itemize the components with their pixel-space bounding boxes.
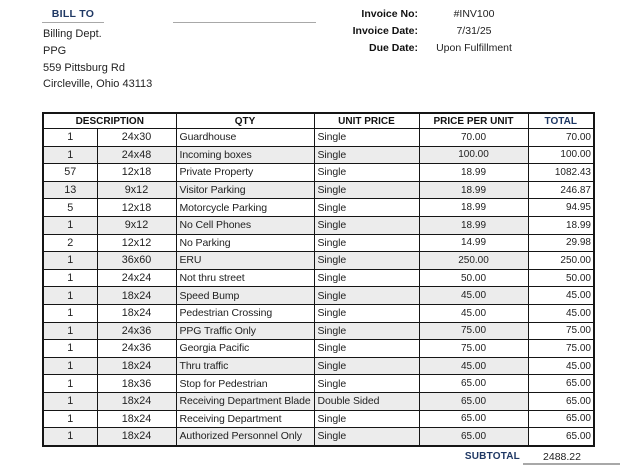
bill-to-underline xyxy=(42,22,104,23)
unit-type-cell: Single xyxy=(314,252,419,270)
bill-to-line-department: Billing Dept. xyxy=(43,28,102,40)
line-total-cell: 65.00 xyxy=(528,410,594,428)
subtotal-value: 2488.22 xyxy=(543,451,581,463)
size-cell: 18x24 xyxy=(97,410,176,428)
size-cell: 12x18 xyxy=(97,164,176,182)
size-cell: 18x24 xyxy=(97,304,176,322)
line-total-cell: 75.00 xyxy=(528,340,594,358)
table-row xyxy=(43,129,594,147)
line-total-cell: 65.00 xyxy=(528,392,594,410)
line-items-table xyxy=(42,112,595,447)
quantity-cell: 1 xyxy=(43,252,97,270)
unit-type-cell: Single xyxy=(314,164,419,182)
table-row xyxy=(43,322,594,340)
item-name-cell: Not thru street xyxy=(176,269,314,287)
item-name-cell: Authorized Personnel Only xyxy=(176,428,314,446)
table-row xyxy=(43,340,594,358)
table-row xyxy=(43,428,594,446)
size-cell: 18x36 xyxy=(97,375,176,393)
line-total-cell: 45.00 xyxy=(528,357,594,375)
table-row xyxy=(43,234,594,252)
unit-type-cell: Single xyxy=(314,357,419,375)
quantity-cell: 13 xyxy=(43,181,97,199)
quantity-cell: 1 xyxy=(43,410,97,428)
size-cell: 12x18 xyxy=(97,199,176,217)
table-row xyxy=(43,146,594,164)
table-row xyxy=(43,181,594,199)
invoice-meta-row xyxy=(300,40,530,57)
line-total-cell: 94.95 xyxy=(528,199,594,217)
price-per-unit-cell: 70.00 xyxy=(419,129,528,147)
item-name-cell: Thru traffic xyxy=(176,357,314,375)
table-row xyxy=(43,392,594,410)
item-name-cell: ERU xyxy=(176,252,314,270)
line-total-cell: 250.00 xyxy=(528,252,594,270)
price-per-unit-cell: 75.00 xyxy=(419,340,528,358)
invoice-meta-row xyxy=(300,5,530,22)
col-header-total: TOTAL xyxy=(528,113,594,129)
size-cell: 24x36 xyxy=(97,322,176,340)
table-row xyxy=(43,410,594,428)
table-header-row xyxy=(43,113,594,129)
quantity-cell: 1 xyxy=(43,216,97,234)
table-row xyxy=(43,216,594,234)
invoice-meta-row xyxy=(300,22,530,39)
size-cell: 18x24 xyxy=(97,287,176,305)
unit-type-cell: Single xyxy=(314,146,419,164)
table-row xyxy=(43,164,594,182)
size-cell: 18x24 xyxy=(97,357,176,375)
price-per-unit-cell: 250.00 xyxy=(419,252,528,270)
size-cell: 18x24 xyxy=(97,428,176,446)
unit-type-cell: Single xyxy=(314,129,419,147)
unit-type-cell: Single xyxy=(314,410,419,428)
invoice-meta-value: 7/31/25 xyxy=(456,24,492,37)
bill-to-address xyxy=(43,26,152,93)
table-row xyxy=(43,357,594,375)
price-per-unit-cell: 45.00 xyxy=(419,304,528,322)
item-name-cell: Speed Bump xyxy=(176,287,314,305)
invoice-meta-label: Due Date: xyxy=(368,42,418,55)
item-name-cell: PPG Traffic Only xyxy=(176,322,314,340)
line-total-cell: 65.00 xyxy=(528,428,594,446)
unit-type-cell: Single xyxy=(314,375,419,393)
size-cell: 12x12 xyxy=(97,234,176,252)
item-name-cell: Private Property xyxy=(176,164,314,182)
price-per-unit-cell: 65.00 xyxy=(419,375,528,393)
quantity-cell: 1 xyxy=(43,287,97,305)
quantity-cell: 57 xyxy=(43,164,97,182)
col-header-price-per-unit: PRICE PER UNIT xyxy=(419,113,528,129)
quantity-cell: 1 xyxy=(43,428,97,446)
table-row xyxy=(43,287,594,305)
price-per-unit-cell: 65.00 xyxy=(419,392,528,410)
unit-type-cell: Single xyxy=(314,287,419,305)
bill-to-line-city: Circleville, Ohio 43113 xyxy=(43,78,153,91)
quantity-cell: 1 xyxy=(43,357,97,375)
invoice-meta-value: #INV100 xyxy=(453,7,495,20)
quantity-cell: 1 xyxy=(43,392,97,410)
price-per-unit-cell: 18.99 xyxy=(419,199,528,217)
line-total-cell: 29.98 xyxy=(528,234,594,252)
item-name-cell: Guardhouse xyxy=(176,129,314,147)
table-row xyxy=(43,199,594,217)
size-cell: 36x60 xyxy=(97,252,176,270)
unit-type-cell: Single xyxy=(314,428,419,446)
line-total-cell: 75.00 xyxy=(528,322,594,340)
line-total-cell: 246.87 xyxy=(528,181,594,199)
price-per-unit-cell: 65.00 xyxy=(419,428,528,446)
unit-type-cell: Single xyxy=(314,199,419,217)
price-per-unit-cell: 14.99 xyxy=(419,234,528,252)
unit-type-cell: Single xyxy=(314,181,419,199)
price-per-unit-cell: 50.00 xyxy=(419,269,528,287)
price-per-unit-cell: 18.99 xyxy=(419,164,528,182)
subtotal-label: SUBTOTAL xyxy=(464,451,520,462)
size-cell: 24x30 xyxy=(97,129,176,147)
unit-type-cell: Single xyxy=(314,269,419,287)
unit-type-cell: Single xyxy=(314,304,419,322)
item-name-cell: Stop for Pedestrian xyxy=(176,375,314,393)
line-total-cell: 45.00 xyxy=(528,287,594,305)
col-header-qty: QTY xyxy=(176,113,314,129)
table-row xyxy=(43,375,594,393)
quantity-cell: 1 xyxy=(43,340,97,358)
quantity-cell: 1 xyxy=(43,269,97,287)
subtotal-underline xyxy=(523,463,620,465)
price-per-unit-cell: 45.00 xyxy=(419,357,528,375)
table-row xyxy=(43,269,594,287)
size-cell: 24x36 xyxy=(97,340,176,358)
item-name-cell: Motorcycle Parking xyxy=(176,199,314,217)
col-header-description: DESCRIPTION xyxy=(43,113,176,129)
item-name-cell: No Cell Phones xyxy=(176,216,314,234)
unit-type-cell: Single xyxy=(314,216,419,234)
invoice-meta xyxy=(300,5,530,57)
invoice-meta-label: Invoice No: xyxy=(361,7,418,20)
bill-to-line-street: 559 Pittsburg Rd xyxy=(43,61,125,74)
line-total-cell: 100.00 xyxy=(528,146,594,164)
item-name-cell: Georgia Pacific xyxy=(176,340,314,358)
size-cell: 9x12 xyxy=(97,216,176,234)
invoice-meta-label: Invoice Date: xyxy=(352,24,418,37)
line-total-cell: 18.99 xyxy=(528,216,594,234)
item-name-cell: Receiving Department Blade xyxy=(176,392,314,410)
empty-column-underline xyxy=(173,22,316,23)
size-cell: 18x24 xyxy=(97,392,176,410)
unit-type-cell: Single xyxy=(314,234,419,252)
size-cell: 24x48 xyxy=(97,146,176,164)
quantity-cell: 2 xyxy=(43,234,97,252)
size-cell: 9x12 xyxy=(97,181,176,199)
item-name-cell: Visitor Parking xyxy=(176,181,314,199)
line-total-cell: 45.00 xyxy=(528,304,594,322)
price-per-unit-cell: 75.00 xyxy=(419,322,528,340)
price-per-unit-cell: 65.00 xyxy=(419,410,528,428)
price-per-unit-cell: 100.00 xyxy=(419,146,528,164)
quantity-cell: 1 xyxy=(43,322,97,340)
quantity-cell: 1 xyxy=(43,146,97,164)
unit-type-cell: Double Sided xyxy=(314,392,419,410)
quantity-cell: 5 xyxy=(43,199,97,217)
bill-to-heading: BILL TO xyxy=(51,8,95,20)
line-total-cell: 1082.43 xyxy=(528,164,594,182)
item-name-cell: No Parking xyxy=(176,234,314,252)
price-per-unit-cell: 18.99 xyxy=(419,216,528,234)
item-name-cell: Incoming boxes xyxy=(176,146,314,164)
unit-type-cell: Single xyxy=(314,340,419,358)
table-row xyxy=(43,252,594,270)
line-total-cell: 70.00 xyxy=(528,129,594,147)
line-total-cell: 50.00 xyxy=(528,269,594,287)
size-cell: 24x24 xyxy=(97,269,176,287)
item-name-cell: Pedestrian Crossing xyxy=(176,304,314,322)
table-row xyxy=(43,304,594,322)
price-per-unit-cell: 45.00 xyxy=(419,287,528,305)
item-name-cell: Receiving Department xyxy=(176,410,314,428)
quantity-cell: 1 xyxy=(43,304,97,322)
invoice-meta-value: Upon Fulfillment xyxy=(436,42,512,55)
line-items-body xyxy=(43,129,594,446)
quantity-cell: 1 xyxy=(43,375,97,393)
col-header-unit-price: UNIT PRICE xyxy=(314,113,419,129)
quantity-cell: 1 xyxy=(43,129,97,147)
line-total-cell: 65.00 xyxy=(528,375,594,393)
price-per-unit-cell: 18.99 xyxy=(419,181,528,199)
bill-to-line-company: PPG xyxy=(43,44,67,57)
unit-type-cell: Single xyxy=(314,322,419,340)
